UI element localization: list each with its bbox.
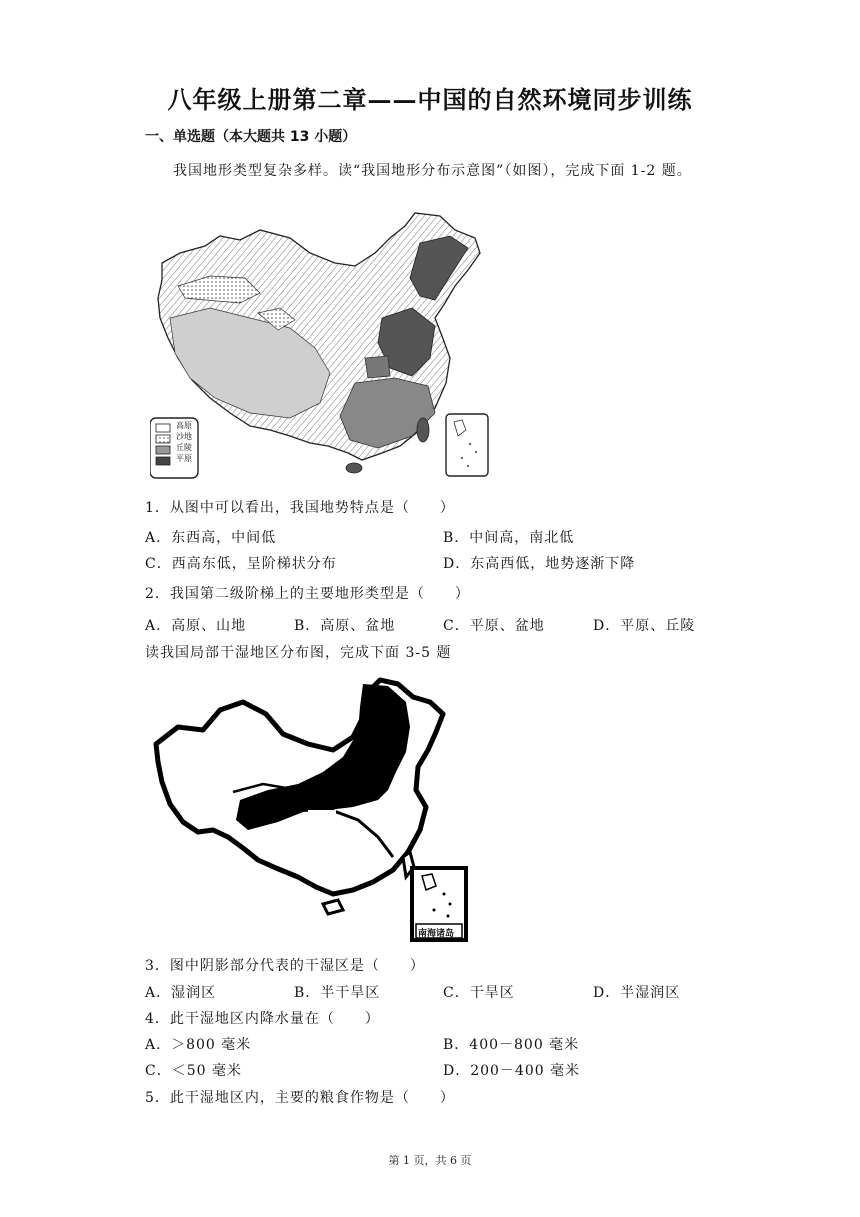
question-3-option-d: D．半湿润区 [593,985,681,1001]
question-4-option-d: D．200－400 毫米 [443,1063,581,1079]
inset-label: 南海诸岛 [418,929,455,939]
legend-label-hills: 丘陵 [176,443,192,452]
section-heading: 一、单选题（本大题共 13 小题） [145,129,357,145]
question-3-option-b: B．半干旱区 [294,985,381,1001]
intro-text-2: 读我国局部干湿地区分布图，完成下面 3-5 题 [145,645,452,661]
question-4-option-b: B．400－800 毫米 [443,1037,580,1053]
question-2-option-b: B．高原、盆地 [294,618,396,634]
question-1-stem: 1．从图中可以看出，我国地势特点是（ ） [145,500,455,516]
question-2-option-d: D．平原、丘陵 [593,618,696,634]
legend-label-plain: 平原 [176,454,192,463]
question-1-option-b: B．中间高，南北低 [443,530,575,546]
page-footer: 第 1 页，共 6 页 [388,1154,472,1167]
question-1-option-d: D．东高西低，地势逐渐下降 [443,556,636,572]
legend-label-plateau: 高原 [176,421,192,430]
page-title: 八年级上册第二章——中国的自然环境同步训练 [167,85,693,114]
legend-labels [176,420,192,464]
question-4-stem: 4．此干湿地区内降水量在（ ） [145,1011,380,1027]
question-2-option-c: C．平原、盆地 [443,618,545,634]
terrain-map [150,208,490,480]
question-5-stem: 5．此干湿地区内，主要的粮食作物是（ ） [145,1090,455,1106]
question-2-option-a: A．高原、山地 [145,618,247,634]
intro-text-1: 我国地形类型复杂多样。读“我国地形分布示意图”（如图），完成下面 1-2 题。 [173,163,692,179]
question-1-option-a: A．东西高，中间低 [145,530,277,546]
question-4-option-a: A．＞800 毫米 [145,1037,252,1053]
question-2-stem: 2．我国第二级阶梯上的主要地形类型是（ ） [145,586,470,602]
question-4-option-c: C．＜50 毫米 [145,1063,242,1079]
south-china-sea-inset [446,414,488,476]
question-3-option-a: A．湿润区 [145,985,217,1001]
question-3-option-c: C．干旱区 [443,985,515,1001]
dry-wet-map [148,672,473,944]
legend-label-sand: 沙地 [176,432,192,441]
question-1-option-c: C．西高东低，呈阶梯状分布 [145,556,337,572]
question-3-stem: 3．图中阴影部分代表的干湿区是（ ） [145,958,425,974]
